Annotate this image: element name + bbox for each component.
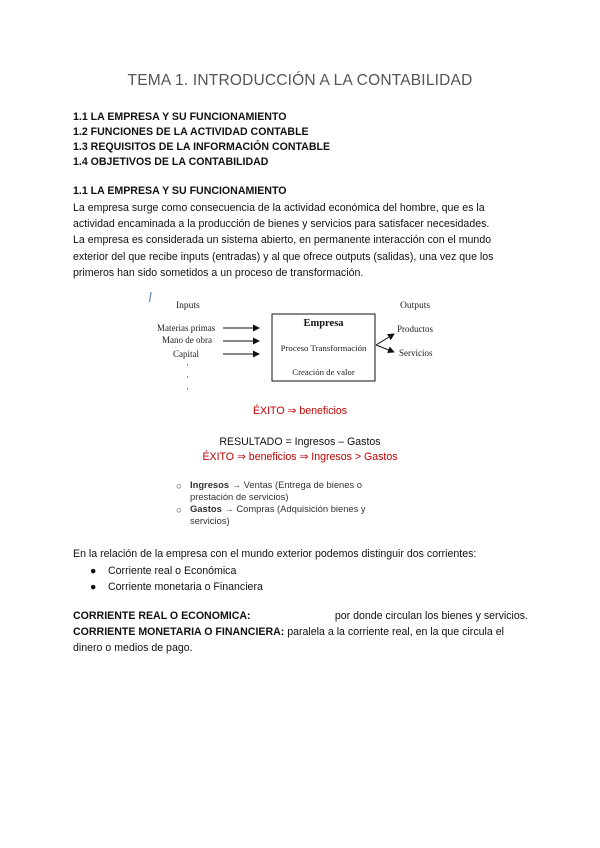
concept-text: Ventas (Entrega de bienes o: [243, 479, 362, 490]
list-item-label: Corriente real o Económica: [108, 565, 237, 577]
input-dot: ·: [186, 360, 189, 370]
section-heading: 1.1 LA EMPRESA Y SU FUNCIONAMIENTO: [73, 185, 287, 197]
exito-line-2: ÉXITO ⇒ beneficios ⇒ Ingresos > Gastos: [202, 451, 398, 463]
output-label: Productos: [397, 324, 433, 334]
relation-list: [90, 563, 263, 595]
definition-monetaria-cont: dinero o medios de pago.: [73, 642, 193, 655]
concept-text-cont: servicios): [190, 514, 230, 526]
toc-item: 1.3 REQUISITOS DE LA INFORMACIÓN CONTABLE: [73, 141, 331, 153]
paragraph-line: La empresa surge como consecuencia de la actividad económica del hombre, que es la: [73, 202, 485, 214]
list-item: [90, 563, 263, 579]
arrow-icon: →: [224, 503, 234, 514]
input-dot: ·: [186, 384, 189, 394]
input-label: Materias primas: [157, 323, 216, 333]
definition-term: CORRIENTE MONETARIA O FINANCIERA:: [73, 626, 285, 639]
paragraph-line: La empresa es considerada un sistema abierto, en permanente interacción con el mundo: [73, 234, 492, 247]
list-item-label: Corriente monetaria o Financiera: [108, 581, 263, 593]
circle-bullet-icon: ○: [176, 504, 182, 515]
definition-real: [73, 608, 528, 624]
company-box-process: Proceso Transformación: [280, 343, 367, 353]
table-of-contents: [73, 110, 330, 170]
definition-text: por donde circulan los bienes y servicios.: [334, 610, 528, 622]
definition-text: paralela a la corriente real, en la que circula el: [287, 626, 504, 639]
bullet-icon: ●: [90, 581, 97, 593]
concept-item: [176, 503, 366, 526]
resultado-line: RESULTADO = Ingresos – Gastos: [219, 436, 381, 448]
input-label: Capital: [173, 349, 199, 359]
concept-item: [176, 479, 366, 502]
concept-term: Ingresos: [190, 479, 230, 490]
output-arrow: [376, 334, 394, 345]
toc-item: 1.4 OBJETIVOS DE LA CONTABILIDAD: [73, 156, 269, 168]
input-dot: ·: [186, 372, 189, 382]
concept-term: Gastos: [190, 503, 222, 514]
circle-bullet-icon: ○: [176, 480, 182, 491]
definition-monetaria: [73, 624, 528, 640]
concept-text-cont: prestación de servicios): [190, 490, 289, 502]
bullet-icon: ●: [90, 565, 97, 577]
arrow-icon: →: [231, 479, 242, 490]
relation-intro: En la relación de la empresa con el mundo exterior podemos distinguir dos corrientes:: [73, 548, 477, 560]
definition-term: CORRIENTE REAL O ECONOMICA:: [73, 610, 251, 622]
paragraph-line: actividad encaminada a la producción de bienes y servicios para satisfacer necesidades.: [73, 218, 490, 231]
concept-list: [176, 479, 366, 527]
section-paragraph: [73, 200, 528, 281]
company-box-value: Creación de valor: [292, 367, 355, 377]
corner-mark: [150, 292, 152, 302]
paragraph-line: primeros han sido sometidos a un proceso de transformación.: [73, 266, 364, 279]
page-title: TEMA 1. INTRODUCCIÓN A LA CONTABILIDAD: [127, 72, 473, 89]
company-io-diagram: [145, 292, 455, 402]
output-arrow: [376, 345, 394, 352]
output-label: Servicios: [399, 348, 433, 358]
list-item: [90, 579, 263, 595]
toc-item: 1.2 FUNCIONES DE LA ACTIVIDAD CONTABLE: [73, 126, 309, 138]
inputs-label: Inputs: [176, 301, 200, 311]
concept-text: Compras (Adquisición bienes y: [236, 503, 366, 514]
exito-line: ÉXITO ⇒ beneficios: [252, 405, 348, 417]
definitions: [73, 608, 528, 657]
paragraph-line: exterior del que recibe inputs (entradas) y al que ofrece outputs (salidas), una vez que los: [73, 250, 494, 263]
toc-item: 1.1 LA EMPRESA Y SU FUNCIONAMIENTO: [73, 111, 287, 123]
outputs-label: Outputs: [400, 301, 431, 311]
input-label: Mano de obra: [162, 335, 212, 345]
company-box-title: Empresa: [303, 318, 344, 329]
